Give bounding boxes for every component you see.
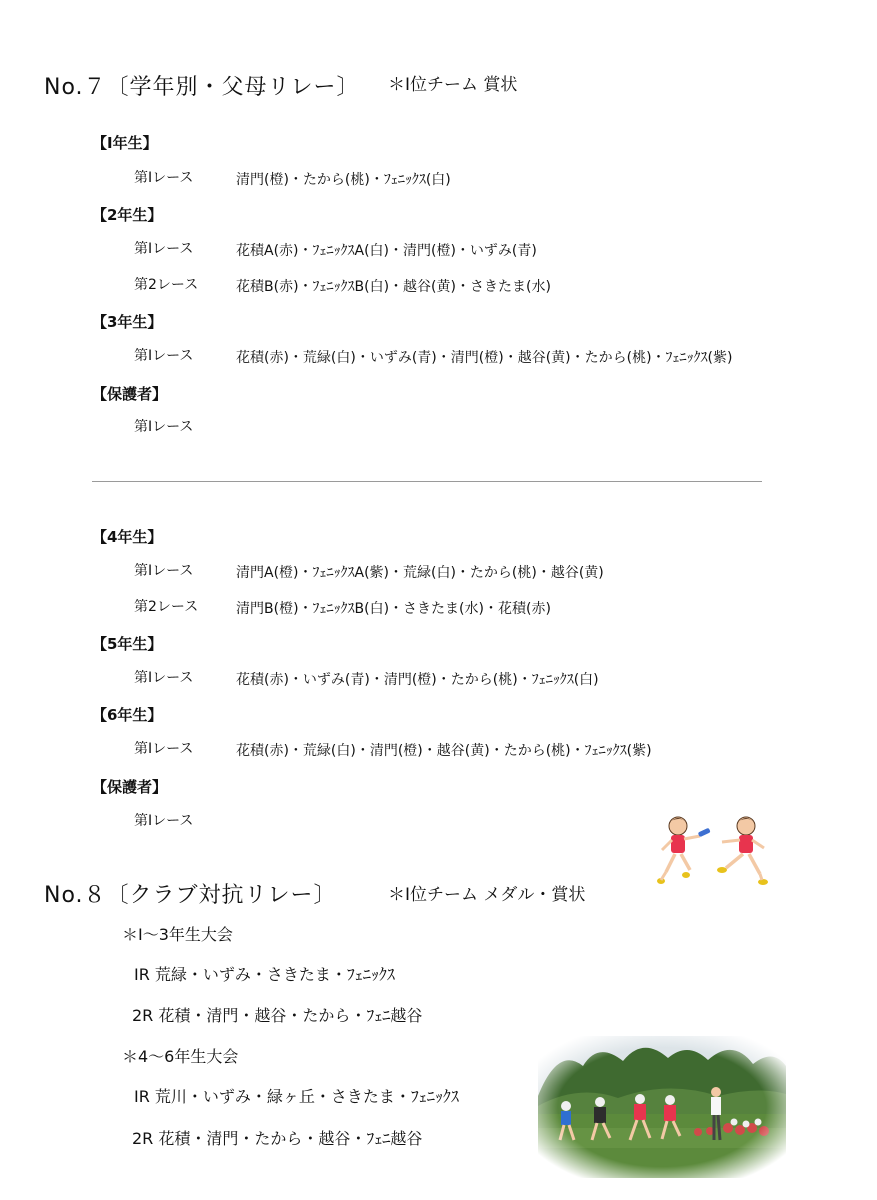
round-line: ⅠR 荒緑・いずみ・さきたま・ﾌｪﾆｯｸｽ bbox=[134, 965, 395, 984]
race-teams: 清門A(橙)・ﾌｪﾆｯｸｽA(紫)・荒緑(白)・たから(桃)・越谷(黄) bbox=[236, 565, 604, 581]
race-teams: 花積(赤)・いずみ(青)・清門(橙)・たから(桃)・ﾌｪﾆｯｸｽ(白) bbox=[236, 672, 599, 688]
race-teams: 花積A(赤)・ﾌｪﾆｯｸｽA(白)・清門(橙)・いずみ(青) bbox=[236, 243, 537, 259]
race-label: 第Ⅰレース bbox=[134, 241, 194, 257]
runner-left-icon bbox=[657, 817, 711, 884]
grade-heading: 【5年生】 bbox=[92, 635, 163, 653]
grade-heading: 【3年生】 bbox=[92, 313, 163, 331]
grade-heading: 【4年生】 bbox=[92, 528, 163, 546]
race-teams: 花積(赤)・荒緑(白)・清門(橙)・越谷(黄)・たから(桃)・ﾌｪﾆｯｸｽ(紫) bbox=[236, 743, 652, 759]
race-teams: 花積(赤)・荒緑(白)・いずみ(青)・清門(橙)・越谷(黄)・たから(桃)・ﾌｪﾆｯｸｽ(紫) bbox=[236, 350, 733, 366]
no8-prize-note: ＊Ⅰ位チーム メダル・賞状 bbox=[388, 885, 586, 905]
runner-right-icon bbox=[717, 817, 768, 885]
race-teams: 清門(橙)・たから(桃)・ﾌｪﾆｯｸｽ(白) bbox=[236, 172, 451, 188]
grade-heading: 【2年生】 bbox=[92, 206, 163, 224]
section-divider bbox=[92, 481, 762, 482]
race-label: 第Ⅰレース bbox=[134, 670, 194, 686]
tournament-heading: ＊Ⅰ～3年生大会 bbox=[122, 925, 233, 944]
race-teams: 清門B(橙)・ﾌｪﾆｯｸｽB(白)・さきたま(水)・花積(赤) bbox=[236, 601, 551, 617]
race-label: 第2レース bbox=[134, 277, 199, 293]
round-line: 2R 花積・清門・たから・越谷・ﾌｪﾆ越谷 bbox=[132, 1129, 423, 1148]
grade-heading: 【保護者】 bbox=[92, 778, 168, 796]
race-label: 第Ⅰレース bbox=[134, 741, 194, 757]
round-line: ⅠR 荒川・いずみ・緑ヶ丘・さきたま・ﾌｪﾆｯｸｽ bbox=[134, 1087, 459, 1106]
relay-race-photo bbox=[538, 1036, 786, 1178]
relay-runners-illustration bbox=[650, 812, 780, 902]
grade-heading: 【Ⅰ年生】 bbox=[92, 134, 158, 152]
race-label: 第Ⅰレース bbox=[134, 348, 194, 364]
race-label: 第Ⅰレース bbox=[134, 419, 194, 435]
tournament-heading: ＊4～6年生大会 bbox=[122, 1047, 239, 1066]
no7-prize-note: ＊Ⅰ位チーム 賞状 bbox=[388, 75, 518, 95]
race-label: 第Ⅰレース bbox=[134, 813, 194, 829]
race-label: 第Ⅰレース bbox=[134, 170, 194, 186]
grade-heading: 【6年生】 bbox=[92, 706, 163, 724]
no7-title: No.７〔学年別・父母リレー〕 bbox=[44, 75, 360, 100]
round-line: 2R 花積・清門・越谷・たから・ﾌｪﾆ越谷 bbox=[132, 1006, 423, 1025]
grade-heading: 【保護者】 bbox=[92, 385, 168, 403]
race-teams: 花積B(赤)・ﾌｪﾆｯｸｽB(白)・越谷(黄)・さきたま(水) bbox=[236, 279, 551, 295]
race-label: 第2レース bbox=[134, 599, 199, 615]
no8-title: No.８〔クラブ対抗リレー〕 bbox=[44, 883, 337, 908]
race-label: 第Ⅰレース bbox=[134, 563, 194, 579]
